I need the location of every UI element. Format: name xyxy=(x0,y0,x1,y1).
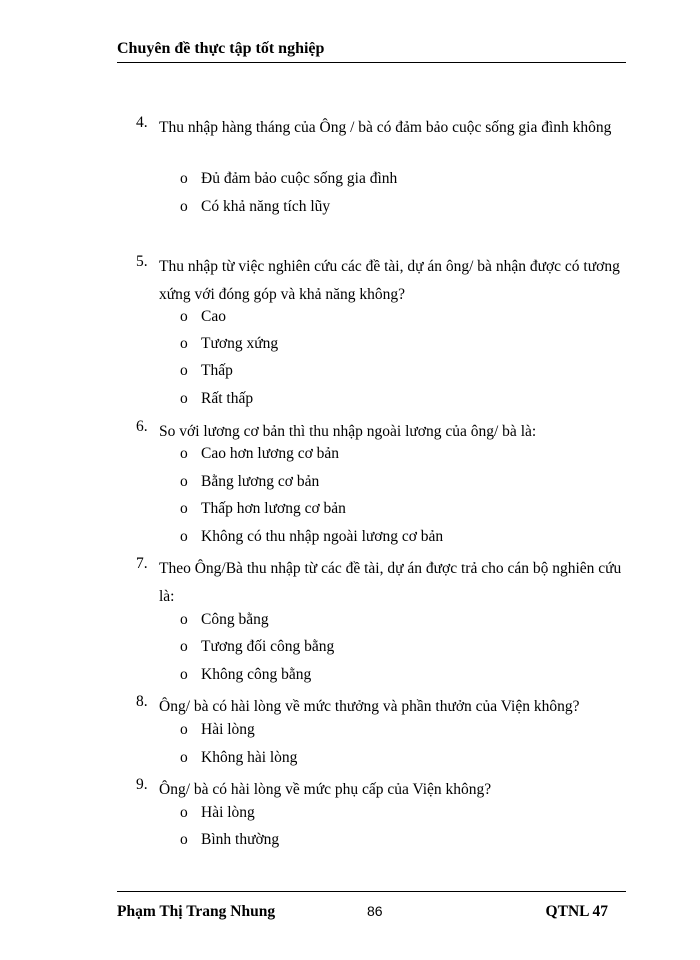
question-9 xyxy=(136,776,626,804)
option-label: Thấp xyxy=(201,362,233,379)
bullet-circle-icon: o xyxy=(180,473,188,490)
option-label: Có khả năng tích lũy xyxy=(201,198,331,215)
option-label: Không có thu nhập ngoài lương cơ bản xyxy=(201,528,444,545)
option-label: Rất thấp xyxy=(201,390,254,407)
option-label: Hài lòng xyxy=(201,721,255,738)
bullet-circle-icon: o xyxy=(180,362,188,379)
bullet-circle-icon: o xyxy=(180,335,188,352)
bullet-circle-icon: o xyxy=(180,611,188,628)
question-text: Ông/ bà có hài lòng về mức thưởng và phần thưởn của Viện không? xyxy=(159,698,580,715)
page-number: 86 xyxy=(367,903,383,919)
option-label: Bằng lương cơ bản xyxy=(201,473,320,490)
bullet-circle-icon: o xyxy=(180,198,188,215)
question-number: 4. xyxy=(136,114,148,131)
option-label: Thấp hơn lương cơ bản xyxy=(201,500,346,517)
bullet-circle-icon: o xyxy=(180,445,188,462)
option-label: Không công bằng xyxy=(201,666,312,683)
header-divider xyxy=(117,62,626,63)
bullet-circle-icon: o xyxy=(180,749,188,766)
bullet-circle-icon: o xyxy=(180,528,188,545)
bullet-circle-icon: o xyxy=(180,666,188,683)
question-number: 8. xyxy=(136,693,148,710)
question-text: Thu nhập từ việc nghiên cứu các đề tài, dự án ông/ bà nhận được có tương xứng với đóng góp và khả năng không? xyxy=(159,258,620,303)
bullet-circle-icon: o xyxy=(180,638,188,655)
question-8 xyxy=(136,693,626,721)
footer-divider xyxy=(117,891,626,892)
footer-author: Phạm Thị Trang Nhung xyxy=(117,903,276,920)
question-number: 5. xyxy=(136,253,148,270)
page-header-title: Chuyên đề thực tập tốt nghiệp xyxy=(117,40,325,57)
option-label: Đủ đảm bảo cuộc sống gia đình xyxy=(201,170,398,187)
option-label: Cao hơn lương cơ bản xyxy=(201,445,340,462)
bullet-circle-icon: o xyxy=(180,831,188,848)
footer-class-code: QTNL 47 xyxy=(545,903,608,920)
question-number: 7. xyxy=(136,555,148,572)
question-6 xyxy=(136,418,626,446)
question-4 xyxy=(136,114,626,170)
option-label: Không hài lòng xyxy=(201,749,298,766)
option-label: Hài lòng xyxy=(201,804,255,821)
bullet-circle-icon: o xyxy=(180,721,188,738)
question-7 xyxy=(136,555,626,611)
bullet-circle-icon: o xyxy=(180,308,188,325)
bullet-circle-icon: o xyxy=(180,804,188,821)
bullet-circle-icon: o xyxy=(180,170,188,187)
bullet-circle-icon: o xyxy=(180,500,188,517)
question-text: Thu nhập hàng tháng của Ông / bà có đảm bảo cuộc sống gia đình không xyxy=(159,119,612,136)
option-label: Tương xứng xyxy=(201,335,279,352)
question-number: 6. xyxy=(136,418,148,435)
question-text: Ông/ bà có hài lòng về mức phụ cấp của Viện không? xyxy=(159,781,492,798)
question-5 xyxy=(136,253,626,309)
question-text: Theo Ông/Bà thu nhập từ các đề tài, dự án được trả cho cán bộ nghiên cứu là: xyxy=(159,560,622,605)
option-label: Công bằng xyxy=(201,611,269,628)
option-label: Cao xyxy=(201,308,226,325)
option-label: Bình thường xyxy=(201,831,280,848)
option-label: Tương đối công bằng xyxy=(201,638,335,655)
question-text: So với lương cơ bản thì thu nhập ngoài lương của ông/ bà là: xyxy=(159,423,537,440)
question-number: 9. xyxy=(136,776,148,793)
bullet-circle-icon: o xyxy=(180,390,188,407)
